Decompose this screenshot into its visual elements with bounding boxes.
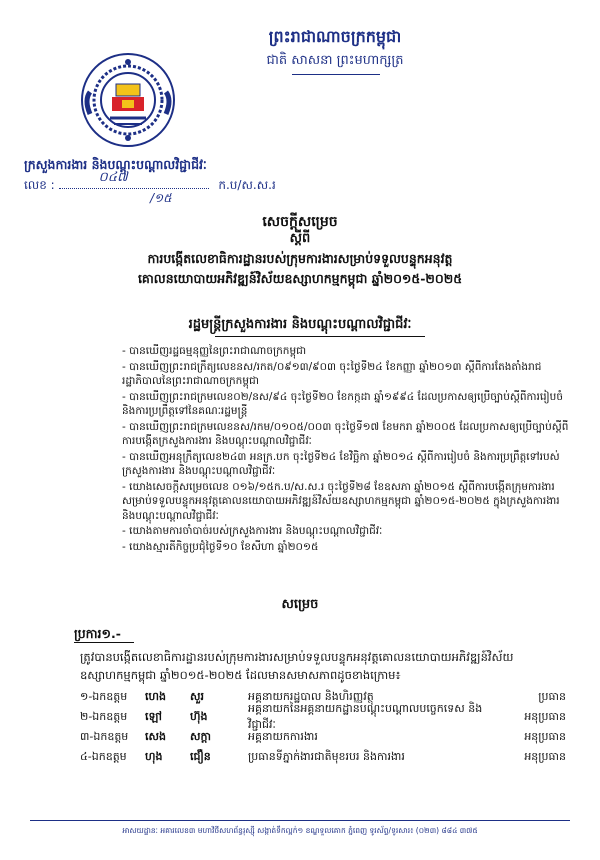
article-text: ត្រូវបានបង្កើតលេខាធិការដ្ឋានរបស់ក្រុមការងារសម្រាប់ទទួលបន្ទុកអនុវត្តគោលនយោបាយអភិវឌ្ឍន៍វិស័យឧស្សាហកម្មកម្ពុជា ឆ្នាំ២០១៥-២០២៥ ដែលមានសមាសភាពដូចខាងក្រោម៖ [80,650,514,682]
footer-divider [30,820,570,821]
member-role: ប្រធាន [538,690,566,703]
motto-divider [292,74,380,75]
consideration-item: - យោងតាមការចាំបាច់របស់ក្រសួងការងារ និងបណ្តុះបណ្តាលវិជ្ជាជីវៈ [122,525,383,537]
subject-line-1: ការបង្កើតលេខាធិការដ្ឋានរបស់ក្រុមការងារសម្រាប់ទទួលបន្ទុកអនុវត្ត [147,251,453,266]
consideration-item: - បានឃើញព្រះរាជក្រមលេខ០២/នស/៩៤ ចុះថ្ងៃទី២០ ខែកក្កដា ឆ្នាំ១៩៩៤ ដែលប្រកាសឲ្យប្រើច្បាប់ស្តីពីការរៀបចំ និងការប្រព្រឹត្តទៅនៃគណៈរដ្ឋមន្ត្រី [122,390,563,417]
document-subject [40,249,560,289]
member-role: អនុប្រធាន [524,750,566,763]
reference-field [59,170,209,189]
consideration-item: - យោងស្មារតីកិច្ចប្រជុំថ្ងៃទី១០ ខែសីហា ឆ្នាំ២០១៥ [122,540,319,553]
member-row [80,748,566,768]
ministry-emblem-icon [80,52,176,148]
consideration-item: - បានឃើញរដ្ឋធម្មនុញ្ញនៃព្រះរាជាណាចក្រកម្ពុជា [122,345,307,357]
member-title: ១-ឯកឧត្តម [80,690,128,703]
subject-line-2: គោលនយោបាយអភិវឌ្ឍន៍វិស័យឧស្សាហកម្មកម្ពុជា ឆ្នាំ២០១៥-២០២៥ [137,271,463,286]
reference-number: ០៤៧ [98,170,128,185]
consideration-item: - យោងសេចក្តីសម្រេចលេខ ០១៦/១៥ក.ប/ស.ស.រ ចុះថ្ងៃទី២៨ ខែឧសភា ឆ្នាំ២០១៥ ស្តីពីការបង្កើតក្រុមការងារសម្រាប់ទទួលបន្ទុកអនុវត្តគោលនយោបាយអភិវឌ្ឍន៍វិស័យឧស្សាហកម្មកម្ពុជា ឆ្នាំ២០១៥-២០២៥ ក្នុងក្រសួងការងារ និងបណ្តុះបណ្តាលវិជ្ជាជីវៈ [122,480,560,522]
title-concerning: ស្តីពី [289,231,311,246]
member-title: ២-ឯកឧត្តម [80,710,128,723]
member-given-name: ហ៊ុង [190,710,208,723]
member-given-name: សួរ [190,690,204,703]
member-given-name: ជឿន [190,750,211,763]
member-surname: ឡៅ [145,710,162,723]
consideration-item: - បានឃើញព្រះរាជក្រឹត្យលេខនស/រកត/០៩១៣/៩០៣ ចុះថ្ងៃទី២៤ ខែកញ្ញា ឆ្នាំ២០១៣ ស្តីពីការតែងតាំងរាជរដ្ឋាភិបាលនៃព្រះរាជាណាចក្រកម្ពុជា [122,360,542,387]
minister-divider [215,336,425,337]
article-underline [74,642,134,643]
considerations-list [122,344,570,555]
kingdom-heading: ព្រះរាជាណាចក្រកម្ពុជា [268,27,402,46]
member-row [80,702,566,731]
member-row [80,728,566,748]
member-role: អនុប្រធាន [524,710,566,723]
member-position: អគ្គនាយកការងារ [248,730,318,743]
consideration-item: - បានឃើញអនុក្រឹត្យលេខ២៤៣ អនក្រ.បក ចុះថ្ងៃទី២៤ ខែវិច្ឆិកា ឆ្នាំ២០១៤ ស្តីពីការរៀបចំ និងការប្រព្រឹត្តទៅរបស់ក្រសួងការងារ និងបណ្តុះបណ្តាលវិជ្ជាជីវៈ [122,450,560,477]
member-position: ប្រធានទីភ្នាក់ងារជាតិមុខរបរ និងការងារ [248,750,405,763]
issuing-ministry: ក្រសួងការងារ និងបណ្តុះបណ្តាលវិជ្ជាជីវៈ [24,157,207,172]
reference-year: /១៥ [150,191,172,205]
document-title: សេចក្តីសម្រេច [262,214,338,230]
article-label: ប្រការ១.- [74,626,121,641]
member-title: ៤-ឯកឧត្តម [80,750,127,763]
member-given-name: សក្ដា [190,730,211,743]
minister-heading: រដ្ឋមន្ត្រីក្រសួងការងារ និងបណ្តុះបណ្តាលវិជ្ជាជីវៈ [188,317,412,332]
member-position: អគ្គនាយកនៃអគ្គនាយកដ្ឋានបណ្តុះបណ្តាលបច្ចេកទេស និងវិជ្ជាជីវៈ [248,702,483,731]
member-surname: ហេង [145,690,166,703]
reference-label: លេខ : [24,178,55,192]
decides-heading: សម្រេច [281,597,319,612]
member-role: អនុប្រធាន [524,730,566,743]
member-position: អគ្គនាយករដ្ឋបាល និងហិរញ្ញវត្ថុ [248,690,374,703]
member-title: ៣-ឯកឧត្តម [80,730,129,743]
reference-suffix: ក.ប/ស.ស.រ [218,178,276,192]
national-motto: ជាតិ សាសនា ព្រះមហាក្សត្រ [266,53,404,68]
members-list [80,688,566,768]
member-surname: សេង [145,730,166,743]
member-surname: ហុង [145,750,163,763]
footer-address: អាសយដ្ឋានៈ អគារលេខ៣ មហាវិថីសហព័ន្ធរុស្ស៊ី សង្កាត់ទឹកល្អក់១ ខណ្ឌទួលគោក ភ្នំពេញ ទូរស័ព្ទ/ទូរសារ៖ (០២៣) ៨៨៤ ៣៧៥ [122,826,478,835]
consideration-item: - បានឃើញព្រះរាជក្រមលេខនស/រកម/០១០៥/០០៣ ចុះថ្ងៃទី១៧ ខែមករា ឆ្នាំ២០០៥ ដែលប្រកាសឲ្យប្រើច្បាប់ស្តីពីការបង្កើតក្រសួងការងារ និងបណ្តុះបណ្តាលវិជ្ជាជីវៈ [122,420,569,447]
